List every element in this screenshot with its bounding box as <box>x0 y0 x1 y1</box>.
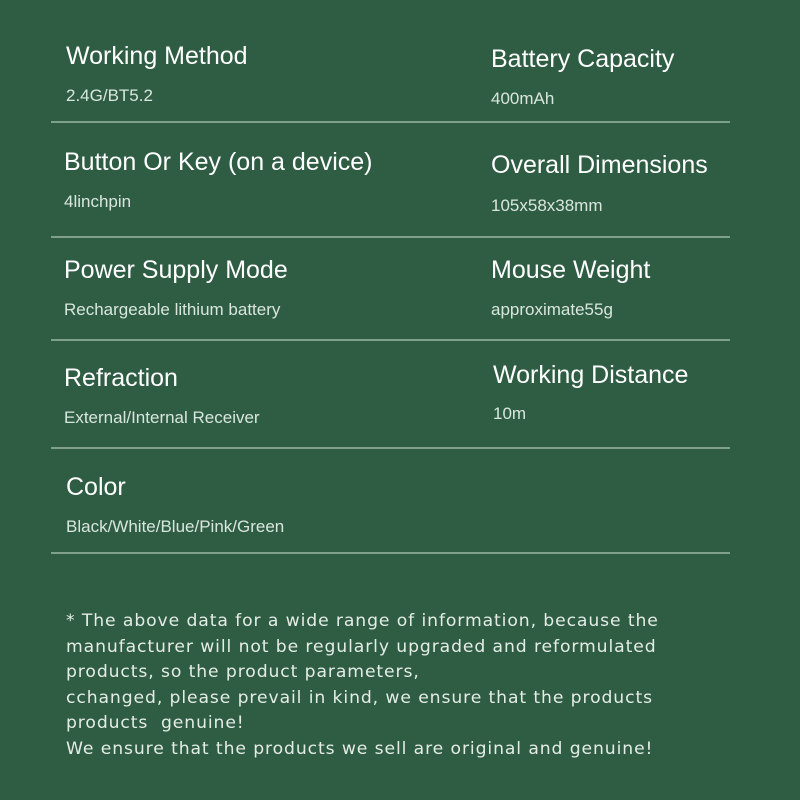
spec-value-working-distance: 10m <box>493 404 527 423</box>
spec-value-refraction: External/Internal Receiver <box>64 408 260 427</box>
spec-mouse-weight <box>491 255 650 321</box>
row-divider <box>51 552 730 554</box>
footnote-line: We ensure that the products we sell are original and genuine! <box>66 738 654 759</box>
spec-label-working-distance: Working Distance <box>493 361 689 389</box>
spec-label-overall-dimensions: Overall Dimensions <box>491 151 708 179</box>
spec-working-method <box>66 41 248 107</box>
row-divider <box>51 447 730 449</box>
footnote-line: cchanged, please prevail in kind, we ensure that the products <box>66 687 653 708</box>
spec-value-working-method: 2.4G/BT5.2 <box>66 86 153 105</box>
spec-label-mouse-weight: Mouse Weight <box>491 256 651 284</box>
spec-value-color: Black/White/Blue/Pink/Green <box>66 517 285 536</box>
spec-value-battery-capacity: 400mAh <box>491 89 555 108</box>
footnote-line: * The above data for a wide range of information, because the <box>66 611 659 631</box>
spec-value-mouse-weight: approximate55g <box>491 300 613 319</box>
spec-power-supply-mode <box>64 255 288 321</box>
spec-color <box>66 472 284 538</box>
spec-refraction <box>64 363 260 429</box>
spec-button-or-key <box>64 147 372 213</box>
row-divider <box>51 339 730 341</box>
spec-label-button-or-key: Button Or Key (on a device) <box>64 148 373 176</box>
spec-working-distance <box>493 360 688 425</box>
footnote-line: products, so the product parameters, <box>66 662 420 683</box>
spec-label-power-supply-mode: Power Supply Mode <box>64 256 288 284</box>
spec-value-button-or-key: 4linchpin <box>64 192 132 211</box>
spec-label-refraction: Refraction <box>64 364 178 392</box>
row-divider <box>51 236 730 238</box>
spec-label-color: Color <box>66 473 126 501</box>
disclaimer-footnote <box>66 609 766 763</box>
row-divider <box>51 121 730 123</box>
footnote-line: manufacturer will not be regularly upgraded and reformulated <box>66 636 657 657</box>
footnote-line: products genuine! <box>66 713 245 734</box>
spec-overall-dimensions <box>491 150 708 217</box>
spec-value-overall-dimensions: 105x58x38mm <box>491 196 603 215</box>
spec-label-working-method: Working Method <box>66 42 248 70</box>
spec-value-power-supply-mode: Rechargeable lithium battery <box>64 300 281 319</box>
spec-label-battery-capacity: Battery Capacity <box>491 45 675 73</box>
spec-battery-capacity <box>491 44 674 110</box>
